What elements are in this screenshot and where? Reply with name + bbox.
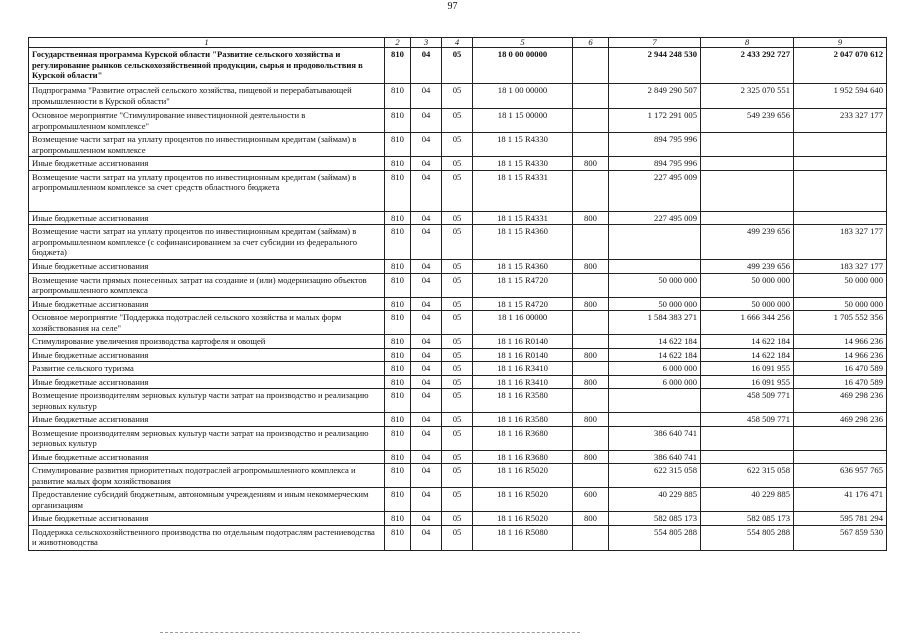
row-subsection: 05 <box>442 389 473 413</box>
row-name: Стимулирование развития приоритетных подотраслей агропромышленного комплекса и развитие малых форм хозяйствования <box>29 464 385 488</box>
row-expense-type: 800 <box>573 413 609 427</box>
row-sum-year3: 469 298 236 <box>794 413 887 427</box>
row-target-article: 18 1 15 R4331 <box>473 211 573 225</box>
row-subsection: 05 <box>442 413 473 427</box>
row-subsection: 05 <box>442 109 473 133</box>
row-subsection: 05 <box>442 426 473 450</box>
table-row <box>29 426 887 450</box>
row-name: Возмещение части затрат на уплату процентов по инвестиционным кредитам (займам) в агропромышленном комплексе (с софинансированием за счет субсидии из федерального бюджета) <box>29 225 385 260</box>
row-target-article: 18 1 16 R5020 <box>473 464 573 488</box>
row-target-article: 18 1 15 R4360 <box>473 260 573 274</box>
row-sum-year1: 14 622 184 <box>609 348 701 362</box>
row-sum-year2: 2 325 070 551 <box>701 84 794 109</box>
row-code: 810 <box>385 362 411 376</box>
row-section: 04 <box>411 84 442 109</box>
row-code: 810 <box>385 348 411 362</box>
row-sum-year2: 554 805 288 <box>701 525 794 550</box>
row-code: 810 <box>385 464 411 488</box>
row-target-article: 18 1 15 R4330 <box>473 157 573 171</box>
row-sum-year3: 636 957 765 <box>794 464 887 488</box>
row-sum-year3: 1 705 552 356 <box>794 311 887 335</box>
row-sum-year2: 622 315 058 <box>701 464 794 488</box>
row-sum-year2: 16 091 955 <box>701 375 794 389</box>
row-subsection: 05 <box>442 84 473 109</box>
row-code: 810 <box>385 488 411 512</box>
row-section: 04 <box>411 389 442 413</box>
row-sum-year3: 183 327 177 <box>794 260 887 274</box>
row-name: Возмещение части затрат на уплату процентов по инвестиционным кредитам (займам) в агропромышленном комплексе за счет средств областного бюджета <box>29 170 385 211</box>
row-sum-year1 <box>609 413 701 427</box>
row-sum-year1: 386 640 741 <box>609 426 701 450</box>
row-sum-year1: 6 000 000 <box>609 375 701 389</box>
row-sum-year3 <box>794 133 887 157</box>
row-section: 04 <box>411 225 442 260</box>
row-expense-type <box>573 311 609 335</box>
row-target-article: 18 1 16 R3680 <box>473 450 573 464</box>
row-expense-type: 800 <box>573 450 609 464</box>
row-expense-type <box>573 133 609 157</box>
row-section: 04 <box>411 426 442 450</box>
row-subsection: 05 <box>442 211 473 225</box>
row-code: 810 <box>385 512 411 526</box>
row-expense-type: 800 <box>573 260 609 274</box>
row-sum-year2: 499 239 656 <box>701 225 794 260</box>
row-name: Стимулирование увеличения производства картофеля и овощей <box>29 335 385 349</box>
row-sum-year1: 386 640 741 <box>609 450 701 464</box>
row-subsection: 05 <box>442 225 473 260</box>
row-sum-year2: 458 509 771 <box>701 413 794 427</box>
table-row <box>29 311 887 335</box>
row-code: 810 <box>385 525 411 550</box>
table-row <box>29 413 887 427</box>
row-name: Основное мероприятие "Стимулирование инвестиционной деятельности в агропромышленном комплексе" <box>29 109 385 133</box>
row-sum-year3 <box>794 450 887 464</box>
row-code: 810 <box>385 260 411 274</box>
table-row <box>29 348 887 362</box>
row-target-article: 18 1 16 R3410 <box>473 362 573 376</box>
row-subsection: 05 <box>442 311 473 335</box>
table-row <box>29 488 887 512</box>
row-code: 810 <box>385 311 411 335</box>
row-sum-year3: 233 327 177 <box>794 109 887 133</box>
row-sum-year3 <box>794 426 887 450</box>
row-name: Иные бюджетные ассигнования <box>29 348 385 362</box>
row-section: 04 <box>411 348 442 362</box>
row-sum-year2: 50 000 000 <box>701 273 794 297</box>
row-section: 04 <box>411 157 442 171</box>
row-section: 04 <box>411 297 442 311</box>
row-sum-year2 <box>701 133 794 157</box>
row-code: 810 <box>385 426 411 450</box>
row-section: 04 <box>411 450 442 464</box>
row-subsection: 05 <box>442 525 473 550</box>
row-sum-year3: 595 781 294 <box>794 512 887 526</box>
row-sum-year2 <box>701 170 794 211</box>
row-sum-year1: 894 795 996 <box>609 133 701 157</box>
row-section: 04 <box>411 109 442 133</box>
row-name: Подпрограмма "Развитие отраслей сельского хозяйства, пищевой и перерабатывающей промышленности в Курской области" <box>29 84 385 109</box>
row-code: 810 <box>385 375 411 389</box>
row-target-article: 18 1 16 R3580 <box>473 389 573 413</box>
table-row <box>29 362 887 376</box>
row-name: Иные бюджетные ассигнования <box>29 211 385 225</box>
row-code: 810 <box>385 48 411 84</box>
row-target-article: 18 1 15 R4720 <box>473 297 573 311</box>
row-sum-year1: 582 085 173 <box>609 512 701 526</box>
row-target-article: 18 1 15 00000 <box>473 109 573 133</box>
row-sum-year2: 50 000 000 <box>701 297 794 311</box>
row-sum-year2 <box>701 157 794 171</box>
row-sum-year1: 14 622 184 <box>609 335 701 349</box>
row-target-article: 18 1 16 R5080 <box>473 525 573 550</box>
table-row <box>29 48 887 84</box>
row-target-article: 18 1 16 R3680 <box>473 426 573 450</box>
row-expense-type <box>573 84 609 109</box>
table-row <box>29 170 887 211</box>
column-number: 2 <box>385 38 411 48</box>
row-expense-type <box>573 109 609 133</box>
row-target-article: 18 1 00 00000 <box>473 84 573 109</box>
row-section: 04 <box>411 512 442 526</box>
row-expense-type: 800 <box>573 512 609 526</box>
row-sum-year3 <box>794 170 887 211</box>
row-expense-type: 800 <box>573 211 609 225</box>
row-sum-year1: 50 000 000 <box>609 297 701 311</box>
row-target-article: 18 1 16 R3580 <box>473 413 573 427</box>
row-subsection: 05 <box>442 260 473 274</box>
row-name: Возмещение производителям зерновых культур части затрат на производство и реализацию зерновых культур <box>29 426 385 450</box>
row-sum-year1: 40 229 885 <box>609 488 701 512</box>
column-number-row <box>29 38 887 48</box>
row-name: Предоставление субсидий бюджетным, автономным учреждениям и иным некоммерческим организациям <box>29 488 385 512</box>
row-sum-year3: 16 470 589 <box>794 375 887 389</box>
row-target-article: 18 1 16 R3410 <box>473 375 573 389</box>
row-sum-year1: 2 849 290 507 <box>609 84 701 109</box>
row-sum-year2: 499 239 656 <box>701 260 794 274</box>
row-name: Возмещение части затрат на уплату процентов по инвестиционным кредитам (займам) в агропромышленном комплексе <box>29 133 385 157</box>
table-row <box>29 525 887 550</box>
budget-table <box>28 37 887 551</box>
row-sum-year1: 227 495 009 <box>609 211 701 225</box>
table-row <box>29 335 887 349</box>
column-number: 9 <box>794 38 887 48</box>
row-name: Иные бюджетные ассигнования <box>29 297 385 311</box>
row-sum-year1: 1 172 291 005 <box>609 109 701 133</box>
bottom-rule <box>160 632 580 634</box>
table-row <box>29 84 887 109</box>
row-sum-year3 <box>794 157 887 171</box>
row-section: 04 <box>411 311 442 335</box>
column-number: 6 <box>573 38 609 48</box>
table-row <box>29 375 887 389</box>
row-section: 04 <box>411 170 442 211</box>
row-sum-year1: 2 944 248 530 <box>609 48 701 84</box>
row-target-article: 18 1 15 R4331 <box>473 170 573 211</box>
table-row <box>29 297 887 311</box>
row-code: 810 <box>385 211 411 225</box>
row-target-article: 18 0 00 00000 <box>473 48 573 84</box>
row-subsection: 05 <box>442 335 473 349</box>
row-section: 04 <box>411 413 442 427</box>
column-number: 7 <box>609 38 701 48</box>
row-section: 04 <box>411 273 442 297</box>
row-subsection: 05 <box>442 297 473 311</box>
row-subsection: 05 <box>442 362 473 376</box>
row-section: 04 <box>411 211 442 225</box>
row-sum-year2: 549 239 656 <box>701 109 794 133</box>
row-sum-year1 <box>609 260 701 274</box>
row-name: Основное мероприятие "Поддержка подотраслей сельского хозяйства и малых форм хозяйствования на селе" <box>29 311 385 335</box>
row-subsection: 05 <box>442 348 473 362</box>
row-name: Иные бюджетные ассигнования <box>29 413 385 427</box>
row-sum-year1: 227 495 009 <box>609 170 701 211</box>
row-sum-year2 <box>701 450 794 464</box>
row-sum-year3 <box>794 211 887 225</box>
row-subsection: 05 <box>442 464 473 488</box>
row-target-article: 18 1 15 R4360 <box>473 225 573 260</box>
row-code: 810 <box>385 157 411 171</box>
table-row <box>29 211 887 225</box>
table-row <box>29 133 887 157</box>
row-name: Иные бюджетные ассигнования <box>29 450 385 464</box>
row-section: 04 <box>411 335 442 349</box>
row-section: 04 <box>411 488 442 512</box>
row-sum-year2: 2 433 292 727 <box>701 48 794 84</box>
row-code: 810 <box>385 450 411 464</box>
column-number: 3 <box>411 38 442 48</box>
row-sum-year3: 2 047 070 612 <box>794 48 887 84</box>
row-section: 04 <box>411 375 442 389</box>
row-sum-year3: 1 952 594 640 <box>794 84 887 109</box>
row-code: 810 <box>385 170 411 211</box>
row-section: 04 <box>411 362 442 376</box>
row-sum-year2: 458 509 771 <box>701 389 794 413</box>
row-sum-year2: 14 622 184 <box>701 348 794 362</box>
row-sum-year1 <box>609 225 701 260</box>
page-number: 97 <box>447 1 458 12</box>
table-row <box>29 389 887 413</box>
row-name: Иные бюджетные ассигнования <box>29 157 385 171</box>
row-code: 810 <box>385 84 411 109</box>
row-code: 810 <box>385 297 411 311</box>
row-expense-type <box>573 335 609 349</box>
row-sum-year3: 469 298 236 <box>794 389 887 413</box>
row-sum-year1: 554 805 288 <box>609 525 701 550</box>
row-subsection: 05 <box>442 170 473 211</box>
row-sum-year3: 50 000 000 <box>794 297 887 311</box>
row-name: Поддержка сельскохозяйственного производства по отдельным подотраслям растениеводства и животноводства <box>29 525 385 550</box>
column-number: 8 <box>701 38 794 48</box>
row-expense-type <box>573 273 609 297</box>
column-number: 1 <box>29 38 385 48</box>
row-expense-type <box>573 464 609 488</box>
row-subsection: 05 <box>442 133 473 157</box>
row-name: Иные бюджетные ассигнования <box>29 260 385 274</box>
row-section: 04 <box>411 48 442 84</box>
row-expense-type: 800 <box>573 375 609 389</box>
row-sum-year2: 14 622 184 <box>701 335 794 349</box>
row-sum-year3: 41 176 471 <box>794 488 887 512</box>
row-name: Иные бюджетные ассигнования <box>29 512 385 526</box>
row-sum-year2 <box>701 211 794 225</box>
row-expense-type <box>573 170 609 211</box>
table-row <box>29 464 887 488</box>
table-row <box>29 109 887 133</box>
row-target-article: 18 1 16 R5020 <box>473 512 573 526</box>
row-subsection: 05 <box>442 488 473 512</box>
row-subsection: 05 <box>442 48 473 84</box>
column-number: 5 <box>473 38 573 48</box>
row-expense-type: 600 <box>573 488 609 512</box>
row-section: 04 <box>411 133 442 157</box>
row-name: Развитие сельского туризма <box>29 362 385 376</box>
row-code: 810 <box>385 109 411 133</box>
row-code: 810 <box>385 225 411 260</box>
row-expense-type <box>573 48 609 84</box>
row-code: 810 <box>385 273 411 297</box>
row-code: 810 <box>385 389 411 413</box>
row-sum-year1: 6 000 000 <box>609 362 701 376</box>
row-code: 810 <box>385 133 411 157</box>
row-code: 810 <box>385 413 411 427</box>
row-sum-year1: 894 795 996 <box>609 157 701 171</box>
row-sum-year3: 183 327 177 <box>794 225 887 260</box>
row-subsection: 05 <box>442 512 473 526</box>
table-row <box>29 225 887 260</box>
row-sum-year3: 16 470 589 <box>794 362 887 376</box>
row-subsection: 05 <box>442 375 473 389</box>
row-sum-year2: 16 091 955 <box>701 362 794 376</box>
row-target-article: 18 1 16 R0140 <box>473 348 573 362</box>
row-expense-type <box>573 225 609 260</box>
row-name: Возмещение производителям зерновых культур части затрат на производство и реализацию зерновых культур <box>29 389 385 413</box>
row-target-article: 18 1 15 R4330 <box>473 133 573 157</box>
row-sum-year2 <box>701 426 794 450</box>
row-subsection: 05 <box>442 273 473 297</box>
row-sum-year1: 622 315 058 <box>609 464 701 488</box>
row-section: 04 <box>411 260 442 274</box>
row-sum-year1: 50 000 000 <box>609 273 701 297</box>
row-expense-type: 800 <box>573 297 609 311</box>
row-sum-year3: 567 859 530 <box>794 525 887 550</box>
row-subsection: 05 <box>442 157 473 171</box>
row-section: 04 <box>411 525 442 550</box>
row-sum-year3: 14 966 236 <box>794 335 887 349</box>
row-sum-year2: 1 666 344 256 <box>701 311 794 335</box>
row-expense-type <box>573 389 609 413</box>
row-expense-type: 800 <box>573 348 609 362</box>
row-sum-year2: 40 229 885 <box>701 488 794 512</box>
row-section: 04 <box>411 464 442 488</box>
row-sum-year3: 14 966 236 <box>794 348 887 362</box>
row-expense-type <box>573 525 609 550</box>
row-target-article: 18 1 15 R4720 <box>473 273 573 297</box>
column-number: 4 <box>442 38 473 48</box>
table-row <box>29 260 887 274</box>
row-expense-type: 800 <box>573 157 609 171</box>
row-name: Возмещение части прямых понесенных затрат на создание и (или) модернизацию объектов агропромышленного комплекса <box>29 273 385 297</box>
row-subsection: 05 <box>442 450 473 464</box>
row-sum-year3: 50 000 000 <box>794 273 887 297</box>
row-expense-type <box>573 362 609 376</box>
table-row <box>29 157 887 171</box>
row-sum-year1 <box>609 389 701 413</box>
table-row <box>29 512 887 526</box>
row-name: Иные бюджетные ассигнования <box>29 375 385 389</box>
row-sum-year1: 1 584 383 271 <box>609 311 701 335</box>
row-sum-year2: 582 085 173 <box>701 512 794 526</box>
row-code: 810 <box>385 335 411 349</box>
row-target-article: 18 1 16 R0140 <box>473 335 573 349</box>
row-target-article: 18 1 16 R5020 <box>473 488 573 512</box>
table-row <box>29 273 887 297</box>
table-row <box>29 450 887 464</box>
row-name: Государственная программа Курской области "Развитие сельского хозяйства и регулирование рынков сельскохозяйственной продукции, сырья и продовольствия в Курской области" <box>29 48 385 84</box>
row-expense-type <box>573 426 609 450</box>
row-target-article: 18 1 16 00000 <box>473 311 573 335</box>
